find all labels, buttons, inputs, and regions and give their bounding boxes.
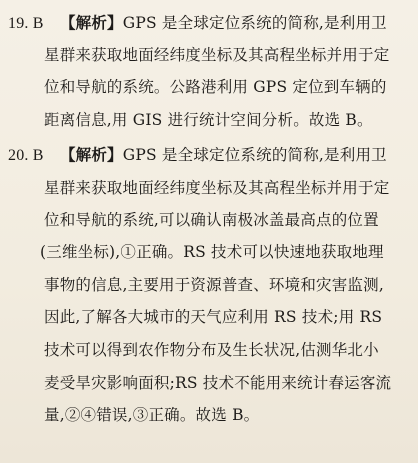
answer-19-line-2: 星群来获取地面经纬度坐标及其高程坐标并用于定: [44, 46, 390, 64]
answer-20-line-7: 技术可以得到农作物分布及生长状况,估测华北小: [44, 341, 379, 359]
answer-19-text-1: GPS 是全球定位系统的简称,是利用卫: [122, 14, 387, 32]
answer-20-text-1: GPS 是全球定位系统的简称,是利用卫: [122, 146, 387, 164]
answer-19-line-3: 位和导航的系统。公路港利用 GPS 定位到车辆的: [44, 78, 387, 96]
answer-19-number: 19. B: [8, 15, 44, 32]
answer-20-number: 20. B: [8, 147, 44, 164]
answer-19-line-4: 距离信息,用 GIS 进行统计空间分析。故选 B。: [44, 111, 373, 129]
answer-19-line-1: [8, 13, 387, 34]
answer-20-line-6: 因此,了解各大城市的天气应利用 RS 技术;用 RS: [44, 308, 383, 326]
answer-20-line-1: [8, 145, 387, 166]
answer-20-line-8: 麦受旱灾影响面积;RS 技术不能用来统计春运客流: [44, 374, 392, 392]
answer-19-analysis-tag: 【解析】: [59, 13, 123, 32]
answer-20-line-5: 事物的信息,主要用于资源普查、环境和灾害监测,: [44, 276, 384, 294]
answer-20-line-9: 量,②④错误,③正确。故选 B。: [44, 406, 260, 424]
answer-20-line-2: 星群来获取地面经纬度坐标及其高程坐标并用于定: [44, 179, 390, 197]
answer-20-line-4: (三维坐标),①正确。RS 技术可以快速地获取地理: [40, 243, 384, 261]
answer-20-line-3: 位和导航的系统,可以确认南极冰盖最高点的位置: [44, 211, 379, 229]
answer-20-analysis-tag: 【解析】: [59, 145, 123, 164]
